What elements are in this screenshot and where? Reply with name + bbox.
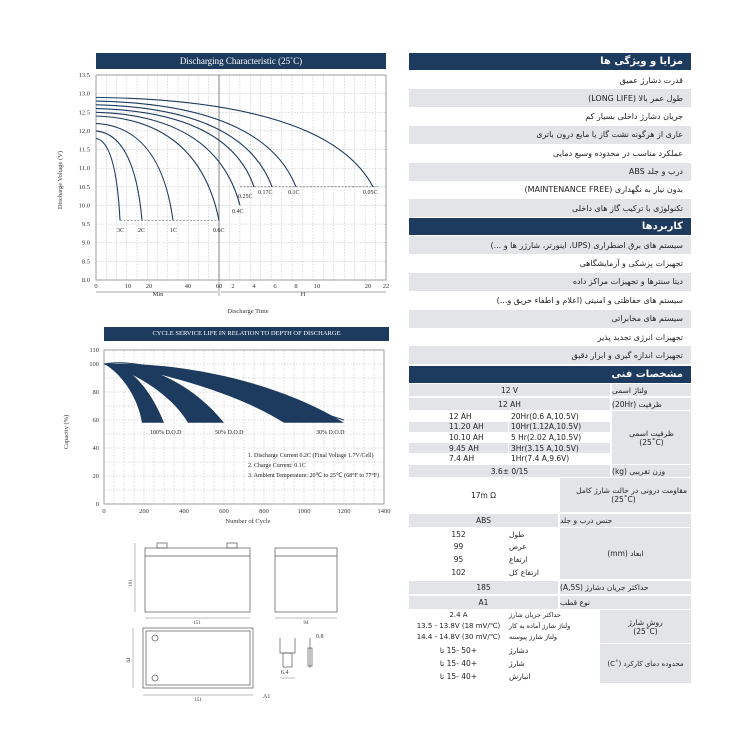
dims-value: 102 [409, 566, 508, 578]
voltage-value: 12 V [409, 384, 610, 396]
dims-value: 99 [409, 541, 508, 553]
charge-label-cell [600, 610, 691, 643]
discharge-chart-title: Discharging Characteristic (25˚C) [96, 53, 386, 69]
cycle-ytick: 110 [89, 347, 99, 354]
dim-side: 94 [303, 621, 309, 626]
cycle-ytick: 0 [95, 501, 99, 508]
discharge-xtick-h: 4 [252, 283, 256, 290]
capacity-rate: 10Hr(1.12A,10.5V) [509, 422, 610, 433]
features-header [409, 53, 691, 70]
capacity-rate: 3Hr(3.15 A,10.5V) [509, 443, 610, 454]
feature-item: قدرت دشارژ عمیق [409, 71, 691, 89]
case-label: جنس درب و جلد [560, 514, 691, 527]
dims-label-cell [560, 528, 691, 579]
specs-header [409, 366, 691, 383]
discharge-ytick: 10.0 [78, 202, 90, 210]
dim-width: 151 [193, 621, 201, 626]
application-item: تجهیزات اندازه گیری و ابزار دقیق [409, 346, 691, 364]
dod-label-50: 50% D.O.D [215, 430, 244, 436]
discharge-xtick-min: 40 [184, 283, 192, 290]
discharge-ytick: 12.5 [78, 109, 90, 117]
feature-item: بدون نیاز به نگهداری (MAINTENANCE FREE) [409, 181, 691, 199]
front-view-drawing [135, 543, 250, 618]
discharge-xtick-h: 8 [294, 283, 298, 290]
discharge-xtick-h: 2 [231, 283, 235, 290]
charge-name: حداکثر جریان شارژ [509, 610, 599, 621]
cycle-note-3: 3. Ambient Temperature: 20℃ to 25℃ (68°F to 77°F) [248, 473, 380, 479]
dims-name: ارتفاع کل [509, 566, 559, 578]
feature-item: جریان دشارژ داخلی بسیار کم [409, 108, 691, 126]
discharge-ytick: 8.5 [81, 258, 90, 266]
feature-item: تکنولوژی با ترکیب گاز های داخلی [409, 199, 691, 217]
discharge-curve-label: 0.17C [258, 190, 273, 196]
cycle-ytick: 100 [89, 361, 99, 368]
cycle-note-1: 1. Discharge Current 0.2C (Final Voltage 1.7V/Cell) [248, 453, 374, 459]
cycle-ytick: 20 [92, 473, 99, 480]
discharge-xtick-min: 20 [145, 283, 153, 290]
cycle-note-2: 2. Charge Current: 0.1C [248, 463, 306, 469]
temp-label-cell [600, 644, 691, 683]
charge-name: ولتاژ شارژ آماده به کار [509, 621, 599, 632]
application-item: تجهیزات انرژی تجدید پذیر [409, 328, 691, 346]
charge-temp: (25˚C) [633, 626, 658, 636]
resistance-value: 17m Ω [409, 478, 558, 512]
temp-value: +40 -15 تا [409, 657, 508, 670]
capacity-rate: 1Hr(7.4 A,9.6V) [509, 453, 610, 464]
min-label: Min [152, 291, 164, 298]
temp-name: شارژ [509, 657, 599, 670]
discharge-curve-label: 0.6C [213, 228, 225, 234]
cycle-xlabel: Number of Cycle [225, 518, 271, 525]
temp-name: دشارژ [509, 644, 599, 657]
discharge-ytick: 11.5 [78, 146, 90, 154]
dims-name: طول [509, 528, 559, 540]
cycle-xtick: 0 [102, 508, 106, 515]
discharge-xtick-h: 22 [382, 283, 390, 290]
charge-value: 13.5 - 13.8V (18 mV/℃) [409, 621, 508, 632]
applications-header [409, 218, 691, 235]
cycle-chart [58, 342, 394, 532]
dim-top: 151 [194, 698, 202, 703]
discharge-curve-label: 0.25C [238, 194, 253, 200]
discharge-ytick: 9.5 [81, 221, 90, 229]
discharge-xtick-min: 10 [124, 283, 132, 290]
specs-title: مشخصات فنی [611, 369, 683, 380]
discharge-ytick: 9.0 [81, 239, 90, 247]
discharge-xtick-h: 10 [313, 283, 321, 290]
temp-value: +50 -15 تا [409, 644, 508, 657]
dimension-drawings [115, 538, 400, 703]
terminal-t2: 0.8 [316, 634, 324, 640]
resistance-label-cell [560, 478, 691, 512]
dim-height: 101 [129, 579, 134, 587]
cycle-xtick: 1000 [297, 508, 311, 515]
dim-depth: 64 [127, 657, 132, 663]
resistance-label: مقاومت درونی در حالت شارژ کامل [576, 486, 687, 495]
discharge-curve-label: 1C [170, 228, 178, 234]
capacity-ah: 10.10 AH [409, 432, 508, 443]
application-item: سیستم های مخابراتی [409, 310, 691, 328]
capacity-label: ظرفیت اسمی [629, 428, 674, 438]
discharge-curve-label: 2C [138, 228, 146, 234]
discharge-ytick: 12.0 [78, 127, 90, 135]
case-value: ABS [409, 514, 558, 527]
feature-item: عاری از هرگونه نشت گاز یا مایع درون باتری [409, 126, 691, 144]
dod-label-100: 100% D.O.D [150, 430, 182, 436]
application-item: سیستم های برق اضطراری (UPS، اینورتر، شارژر ها و ...) [409, 236, 691, 254]
discharge-ytick: 10.5 [78, 183, 90, 191]
feature-item: درب و جلد ABS [409, 163, 691, 181]
discharge-ytick: 13.0 [78, 90, 90, 98]
discharge-ylabel: Discharge Voltage (V) [57, 150, 64, 210]
capacity-rate: 5 Hr(2.02 A,10.5V) [509, 432, 610, 443]
cycle-xtick: 1400 [377, 508, 391, 515]
dims-value: 95 [409, 554, 508, 566]
capacity20-label: ظرفیت (20Hr) [612, 398, 691, 410]
discharge-curve-label: 3C [117, 228, 125, 234]
cycle-xtick: 800 [259, 508, 269, 515]
discharge-xtick-h: 6 [273, 283, 277, 290]
discharge-chart [58, 70, 394, 320]
discharge-xtick-min: 60 [215, 283, 223, 290]
application-item: سیستم های حفاظتی و امنیتی (اعلام و اطفاء حریق و...) [409, 291, 691, 309]
capacity-temp: (25˚C) [639, 437, 664, 447]
application-item: تجهیزات پزشکی و آزمایشگاهی [409, 254, 691, 272]
cycle-xtick: 600 [219, 508, 229, 515]
application-item: دیتا سنترها و تجهیزات مراکز داده [409, 273, 691, 291]
charge-label: روش شارژ [628, 617, 663, 627]
discharge-ytick: 8.0 [81, 277, 90, 284]
cycle-xtick: 200 [139, 508, 149, 515]
discharge-curve-label: 0.4C [232, 209, 244, 215]
terminal-t1: 6.4 [281, 670, 289, 676]
charge-name: ولتاژ شارژ پیوسته [509, 632, 599, 643]
cycle-chart-title: CYCLE SERVICE LIFE IN RELATION TO DEPTH OF DISCHARGE [104, 327, 389, 341]
discharge-xlabel: Discharge Time [227, 308, 269, 315]
cycle-ytick: 40 [92, 445, 99, 452]
capacity-ah: 7.4 AH [409, 453, 508, 464]
resistance-temp: (25˚C) [611, 495, 636, 504]
weight-value: 3.6± 0/15 [409, 465, 610, 477]
top-view-drawing [133, 628, 253, 695]
applications-title: کاربردها [641, 221, 683, 232]
dod-label-30: 30% D.O.D [316, 430, 345, 436]
maxdis-label: حداکثر جریان دشارژ (A,5S) [560, 581, 691, 594]
cycle-ytick: 80 [92, 389, 99, 396]
cycle-xtick: 1200 [337, 508, 351, 515]
weight-label: وزن تقریبی (kg) [612, 465, 691, 477]
cycle-xtick: 400 [179, 508, 189, 515]
discharge-curve-label: 0.1C [288, 190, 300, 196]
temp-value: +40 -15 تا [409, 670, 508, 683]
dims-name: عرض [509, 541, 559, 553]
capacity-ah: 11.20 AH [409, 422, 508, 433]
side-view-drawing [275, 548, 337, 618]
features-title: مزایا و ویژگی ها [600, 56, 683, 67]
temp-name: انبارش [509, 670, 599, 683]
discharge-xtick-min: 0 [94, 283, 98, 290]
cycle-ylabel: Capacity (%) [63, 414, 70, 450]
capacity-label-cell [612, 411, 691, 464]
feature-item: عملکرد مناسب در محدوده وسیع دمایی [409, 144, 691, 162]
h-label: H [300, 291, 306, 298]
discharge-curve-label: 0.05C [363, 190, 378, 196]
discharge-ytick: 13.5 [78, 72, 90, 79]
terminal-label: نوع قطب [560, 596, 691, 609]
capacity-ah: 12 AH [409, 411, 508, 422]
discharge-ytick: 11.0 [78, 165, 90, 173]
discharge-xtick-h: 20 [364, 283, 372, 290]
charge-value: 14.4 - 14.8V (30 mV/℃) [409, 632, 508, 643]
feature-item: طول عمر بالا (LONG LIFE) [409, 89, 691, 107]
terminal-value: A1 [409, 596, 558, 609]
dims-label: ابعاد (mm) [607, 549, 644, 558]
voltage-label: ولتاژ اسمی [612, 384, 691, 396]
dims-value: 152 [409, 528, 508, 540]
capacity20-value: 12 AH [409, 398, 610, 410]
temp-label: محدوده دمای کارکرد (˚C) [607, 659, 684, 668]
capacity-ah: 9.45 AH [409, 443, 508, 454]
charge-value: 2.4 A [409, 610, 508, 621]
dims-name: ارتفاع [509, 554, 559, 566]
cycle-ytick: 60 [92, 417, 99, 424]
terminal-type-label: A1 [263, 694, 271, 700]
capacity-rate: 20Hr(0.6 A,10.5V) [509, 411, 610, 422]
maxdis-value: 185 [409, 581, 558, 594]
